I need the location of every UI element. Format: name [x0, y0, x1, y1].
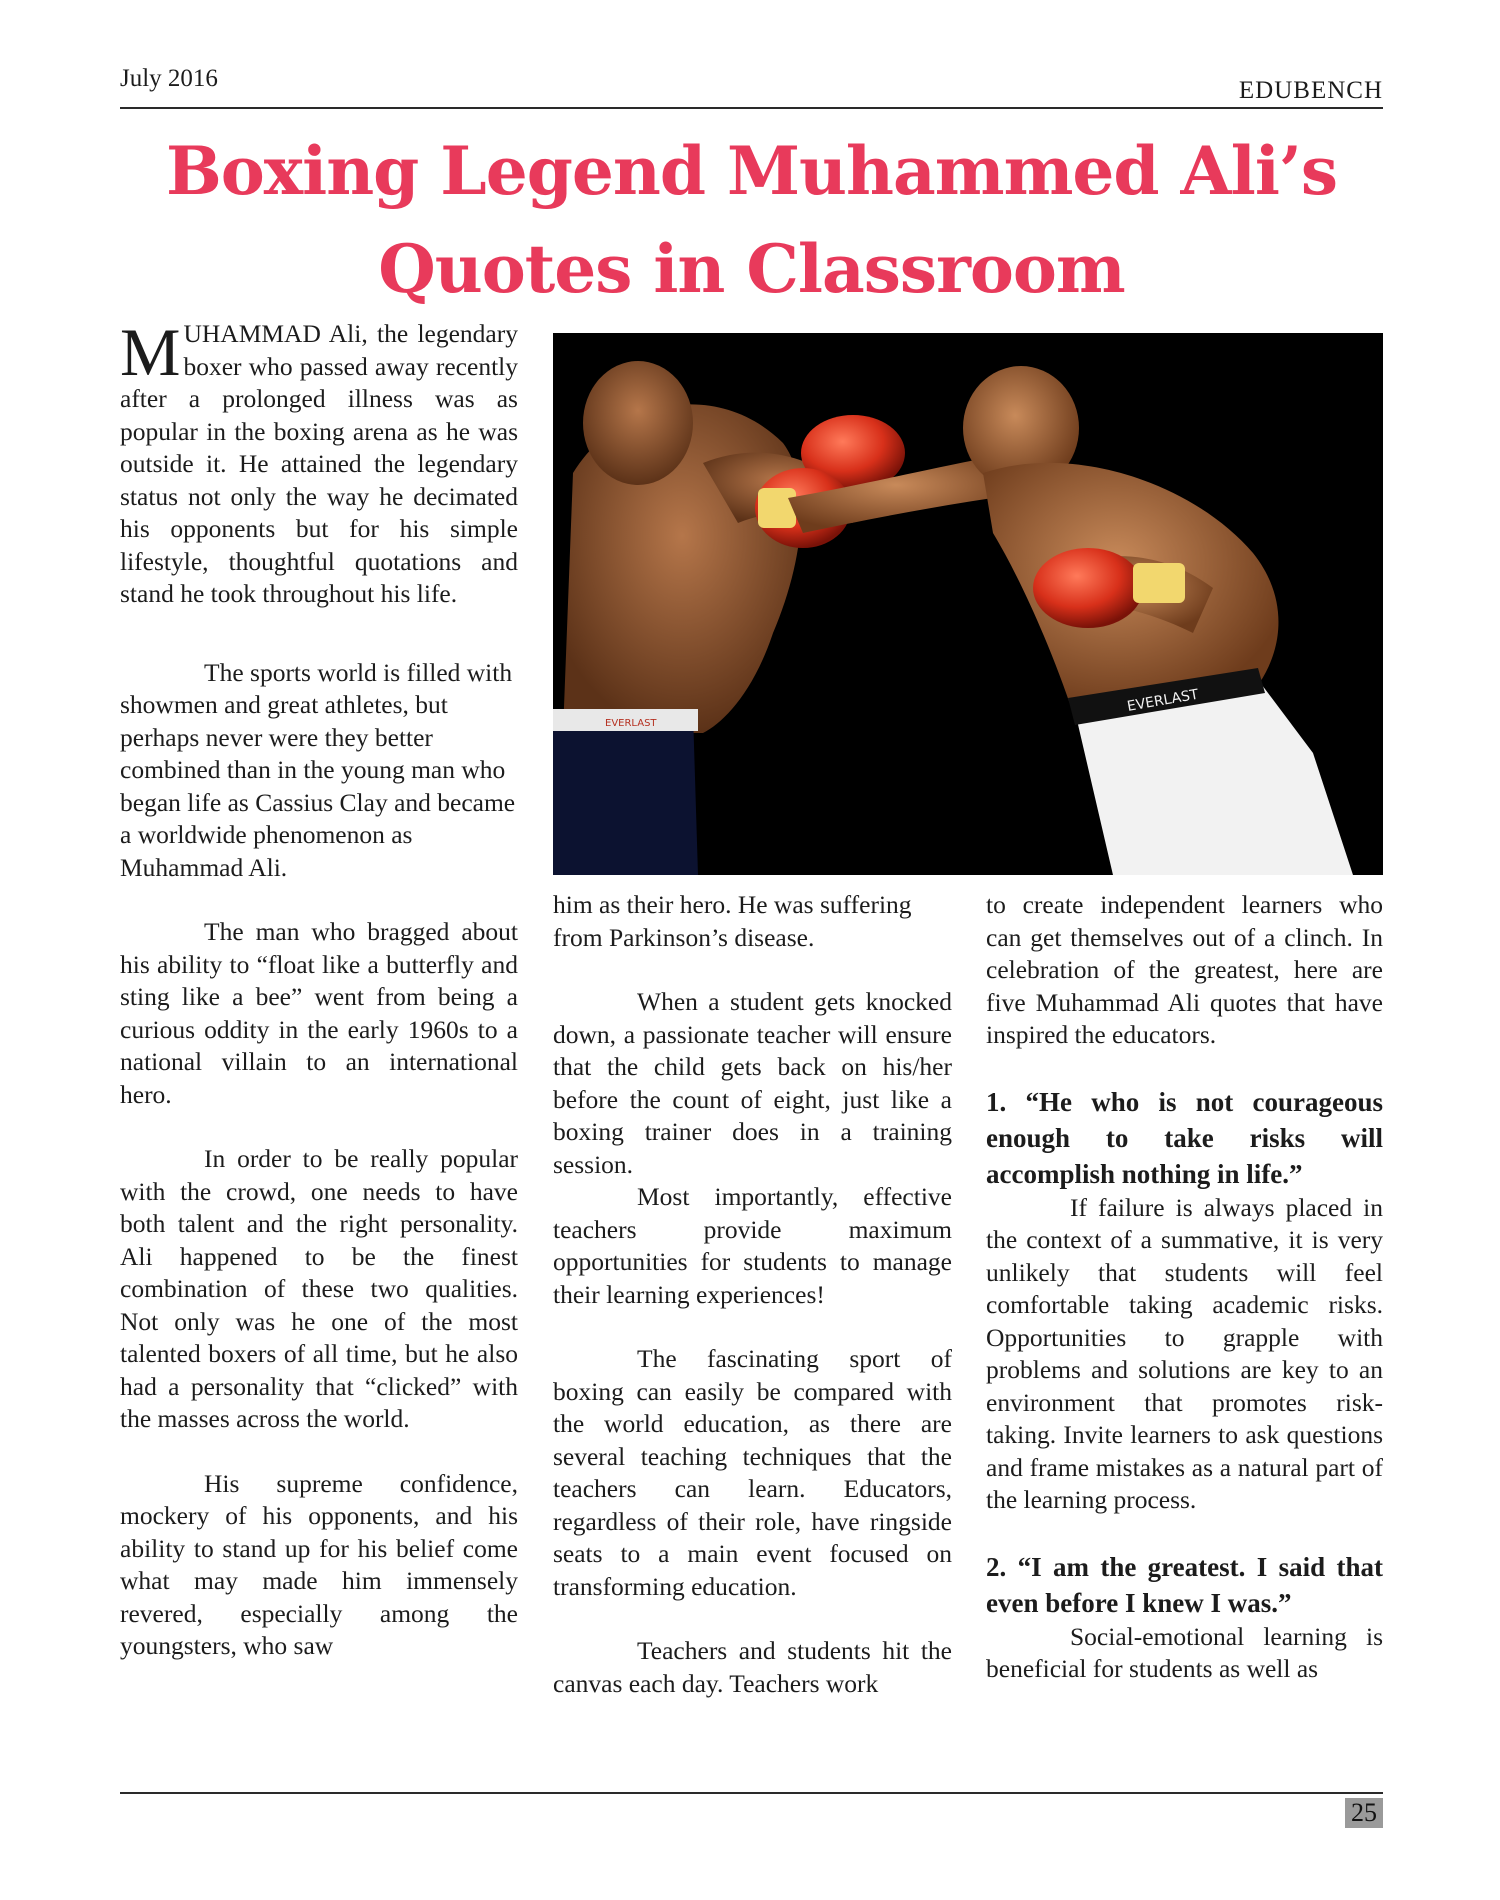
paragraph: him as their hero. He was suffering from Parkinson’s disease.: [553, 890, 912, 952]
issue-date: July 2016: [120, 65, 218, 92]
trunks-brand: EVERLAST: [1125, 686, 1200, 715]
trunks-brand-left: EVERLAST: [605, 718, 657, 729]
intro-paragraph: [120, 314, 518, 611]
quote-heading-1: 1. “He who is not courageous enough to take risks will accomplish nothing in life.”: [986, 1086, 1383, 1189]
quote-heading-2: 2. “I am the greatest. I said that even before I knew I was.”: [986, 1551, 1383, 1618]
bottom-rule: [120, 1792, 1383, 1794]
boxing-photo-icon: [553, 333, 1383, 875]
page-number: 25: [1345, 1798, 1383, 1828]
paragraph: The sports world is filled with showmen and great athletes, but perhaps never were they better combined than in the young man who began life as Cassius Clay and became a worldwide phenomenon as Muhammad Ali.: [120, 657, 516, 882]
article-title: [120, 122, 1383, 318]
paragraph: In order to be really popular with the crowd, one needs to have both talent and the right personality. Ali happened to be the finest combination of these two qualities. Not only was he one of the most talented boxers of all time, but he also had a personality that “clicked” with the masses across the world.: [120, 1144, 518, 1433]
paragraph: Most importantly, effective teachers provide maximum opportunities for students to manage their learning experiences!: [553, 1182, 952, 1309]
title-line-1: Boxing Legend Muhammed Ali’s: [165, 132, 1338, 210]
paragraph: The man who bragged about his ability to “float like a butterfly and sting like a bee” went from being a curious oddity in the early 1960s to a national villain to an international hero.: [120, 917, 518, 1109]
intro-text: UHAMMAD Ali, the legendary boxer who passed away recently after a prolonged illness was as popular in the boxing arena as he was outside it. He attained the legendary status not only the way he decimated his opponents but for his simple lifestyle, thoughtful quotations and stand he took throughout his life.: [120, 319, 518, 608]
title-line-2: Quotes in Classroom: [378, 230, 1125, 308]
magazine-name: EDUBENCH: [1238, 77, 1383, 104]
paragraph: His supreme confidence, mockery of his opponents, and his ability to stand up for his belief come what may made him immensely revered, especially among the youngsters, who saw: [120, 1468, 518, 1660]
column-1: [120, 314, 518, 1663]
column-2: [553, 889, 952, 1700]
boxing-photo: [553, 333, 1383, 875]
drop-cap: M: [120, 314, 181, 390]
paragraph: The fascinating sport of boxing can easily be compared with the world education, as there are several teaching techniques that the teachers can learn. Educators, regardless of their role, have ringside seats to a main event focused on transforming education.: [553, 1344, 952, 1601]
paragraph: When a student gets knocked down, a passionate teacher will ensure that the child gets back on his/her before the count of eight, just like a boxing trainer does in a training session.: [553, 987, 952, 1179]
column-3: [986, 889, 1383, 1686]
paragraph: Teachers and students hit the canvas each day. Teachers work: [553, 1636, 952, 1698]
paragraph: to create independent learners who can get themselves out of a clinch. In celebration of the greatest, here are five Muhammad Ali quotes that have inspired the educators.: [986, 890, 1383, 1049]
paragraph: If failure is always placed in the context of a summative, it is very unlikely that students will feel comfortable taking academic risks. Opportunities to grapple with problems and solutions are key to an environment that promotes risk-taking. Invite learners to ask questions and frame mistakes as a natural part of the learning process.: [986, 1192, 1383, 1514]
top-rule: [120, 107, 1383, 109]
paragraph: Social-emotional learning is beneficial for students as well as: [986, 1621, 1383, 1683]
